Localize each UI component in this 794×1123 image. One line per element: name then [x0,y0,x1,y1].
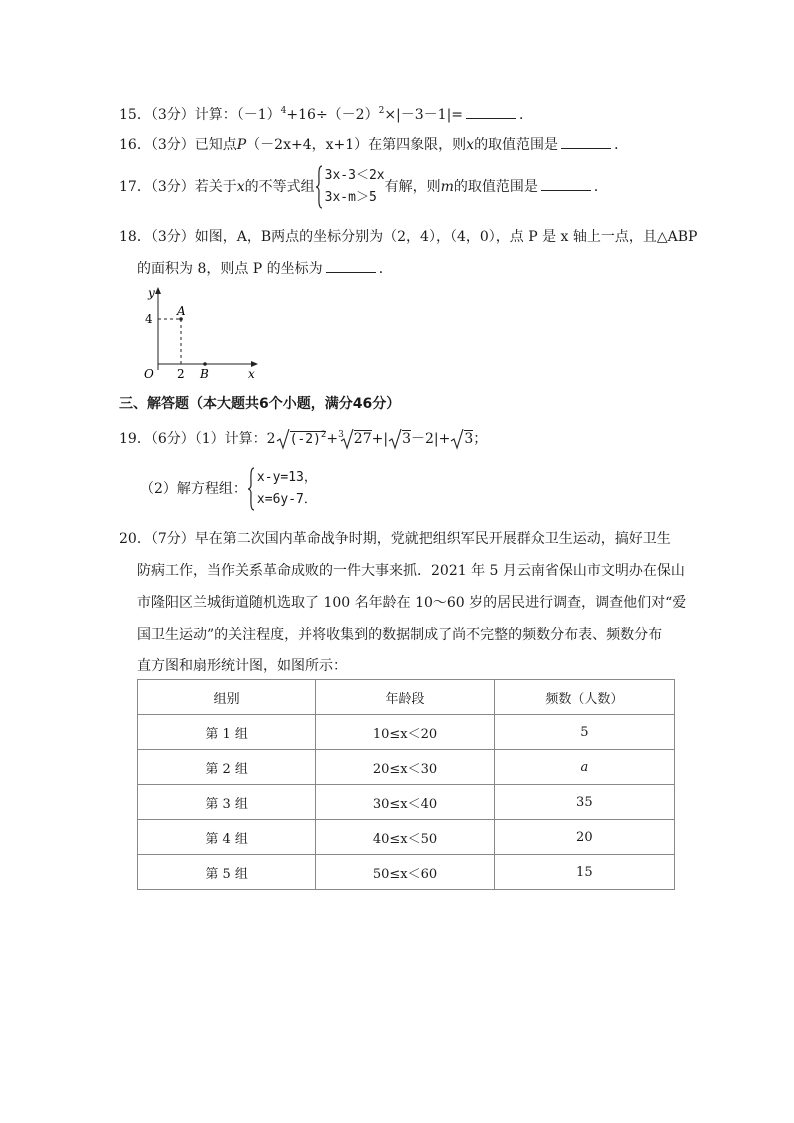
question-20-line1 [119,529,671,549]
question-18-line2 [137,258,393,279]
table-header-frequency: 频数（人数） [494,680,674,715]
q17-answer-blank[interactable] [541,176,591,191]
table-cell-age: 10≤x＜20 [316,715,494,750]
table-row [138,855,675,890]
table-cell-group: 第 2 组 [138,750,316,785]
q15-end: ． [519,107,534,123]
q20-text-line1: 早在第二次国内革命战争时期，党就把组织军民开展群众卫生运动，搞好卫生 [194,531,671,547]
cube-root-icon [340,428,354,450]
q15-expr3: ×|－3－1|= [384,107,464,123]
table-cell-group: 第 5 组 [138,855,316,890]
q15-score: （3分） [150,107,195,123]
q18-answer-blank[interactable] [326,258,376,273]
q15-expr2: +16÷（－2） [286,107,379,123]
q16-end: ． [614,137,629,153]
table-cell-frequency: 20 [494,820,674,855]
q16-var: x [466,137,475,153]
q17-inequality-1: 3x-3＜2x [324,168,385,183]
q17-score: （3分） [150,179,195,195]
q17-number: 17． [119,179,151,195]
q19-radicand-4: 3 [464,431,474,447]
q16-score: （3分） [150,137,195,153]
q17-inequality-2: 3x-m＞5 [324,190,377,205]
table-row [138,715,675,750]
q17-text2: 的不等式组 [244,179,315,195]
q19-cube-index: 3 [338,430,344,440]
sqrt-icon [450,428,464,450]
y-axis-label: y [148,286,155,300]
y-tick-label: 4 [145,312,153,326]
q15-exp2: 2 [378,106,385,116]
q17-end: ． [593,179,608,195]
q20-number: 20． [119,531,151,547]
q16-answer-blank[interactable] [561,134,611,149]
q18-line1: 如图，A，B两点的坐标分别为（2，4），（4，0），点 P 是 x 轴上一点，且△ABP [194,229,698,245]
q20-score: （7分） [150,531,195,547]
q19-radicand-1 [290,431,327,447]
table-row [138,820,675,855]
table-row [138,785,675,820]
question-19 [119,426,487,453]
table-cell-frequency: 35 [494,785,674,820]
table-cell-group: 第 3 组 [138,785,316,820]
q15-label: 计算： [194,107,237,123]
table-cell-age: 20≤x＜30 [316,750,494,785]
q19-score: （6分） [150,431,195,447]
q19-equation-2: x=6y-7． [256,492,317,507]
question-20-line2: 防病工作，当作关系革命成败的一件大事来抓．2021 年 5 月云南省保山市文明办在保山 [137,563,685,579]
frequency-table [137,679,675,890]
q18-line2: 的面积为 8，则点 P 的坐标为 [137,261,323,277]
point-a-label: A [177,304,186,318]
q19-plus: + [326,431,339,447]
left-brace-icon [247,467,255,511]
q17-text1: 若关于 [194,179,237,195]
q19-radicand-3: 3 [402,431,411,447]
q19-equation-1: x-y=13， [256,470,317,485]
question-16 [119,134,628,155]
q17-text3: 有解，则 [384,179,441,195]
table-cell-group: 第 4 组 [138,820,316,855]
q19-abs-rest: －2|+ [411,431,451,447]
q19-part1-label: （1）计算： [194,431,267,447]
question-19-part2 [140,467,317,511]
q19-radicand-1-base: (-2) [289,432,321,447]
x-tick-label: 2 [177,367,185,381]
q19-number: 19． [119,431,151,447]
section-title: 三、解答题（本大题共6个小题，满分46分） [119,396,401,412]
q19-part2-label: （2）解方程组： [140,481,247,497]
table-cell-age: 40≤x＜50 [316,820,494,855]
q16-number: 16． [119,137,151,153]
q15-answer-blank[interactable] [466,104,516,119]
question-20-line4: 国卫生运动”的关注程度，并将收集到的数据制成了尚不完整的频数分布表、频数分布 [137,627,663,643]
q16-text3: 的取值范围是 [474,137,559,153]
q17-var-m: m [440,179,454,195]
q19-equation-system [247,467,317,511]
point-b-label: B [200,367,209,381]
table-cell-frequency: a [494,750,674,785]
left-brace-icon [315,165,323,209]
q19-abs-open: +| [371,431,389,447]
q19-coef: 2 [266,431,276,447]
q18-score: （3分） [150,229,195,245]
q17-text4: 的取值范围是 [453,179,538,195]
q17-var-x: x [236,179,245,195]
table-header-age: 年龄段 [316,680,494,715]
sqrt-icon [276,428,290,450]
point-b [203,362,207,366]
x-axis-label: x [248,367,255,381]
q15-exp1: 4 [280,106,287,116]
table-cell-group: 第 1 组 [138,715,316,750]
q18-number: 18． [119,229,151,245]
q15-expr1: （－1） [236,107,281,123]
q17-inequality-system [315,165,385,209]
q16-text2: （－2x+4，x+1）在第四象限，则 [246,137,467,153]
table-cell-age: 30≤x＜40 [316,785,494,820]
q16-point: P [236,137,247,153]
q18-end: ． [378,261,393,277]
table-header-group: 组别 [138,680,316,715]
question-15 [119,104,533,125]
question-17 [119,165,608,209]
table-row [138,750,675,785]
question-18 [119,227,697,247]
q16-text1: 已知点 [194,137,237,153]
origin-label: O [144,367,154,381]
q18-coordinate-graph [138,282,268,382]
table-header-row [138,680,675,715]
table-cell-frequency: 5 [494,715,674,750]
q19-semicolon: ； [473,431,488,447]
q19-radicand-2: 27 [353,431,372,447]
y-axis-arrow-icon [155,287,161,294]
table-cell-age: 50≤x＜60 [316,855,494,890]
sqrt-icon [388,428,402,450]
question-20-line5: 直方图和扇形统计图，如图所示： [137,658,347,674]
q15-number: 15． [119,107,151,123]
q19-radicand-1-exp: 2 [320,430,327,440]
question-20-line3: 市隆阳区兰城街道随机选取了 100 名年龄在 10～60 岁的居民进行调查，调查他们对“爱 [137,595,687,611]
table-cell-frequency: 15 [494,855,674,890]
